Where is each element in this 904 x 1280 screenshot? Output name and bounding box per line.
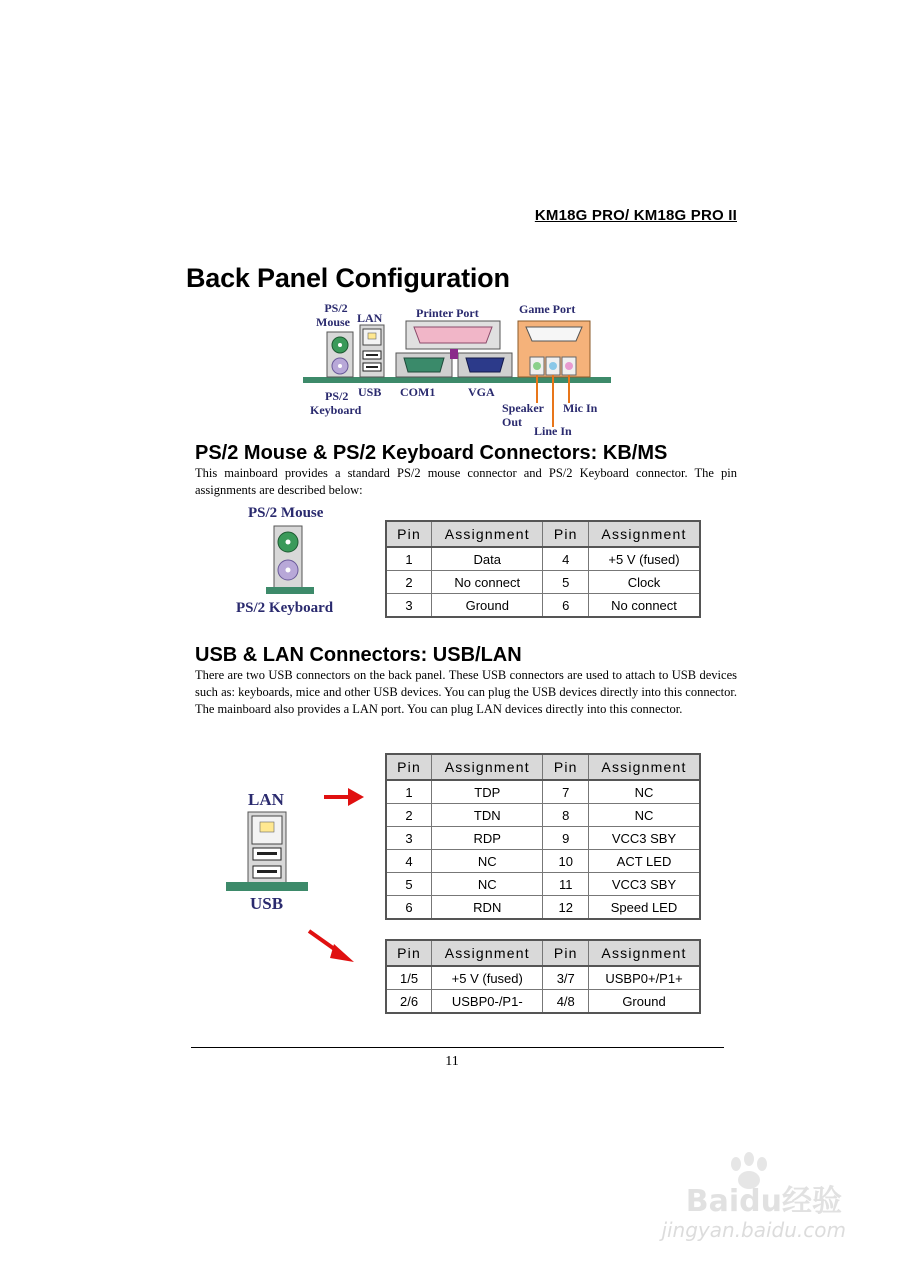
table-cell: NC: [432, 850, 543, 873]
table-cell: Clock: [589, 571, 700, 594]
table-cell: 10: [543, 850, 589, 873]
table-row: [386, 571, 700, 594]
table-header-cell: Pin: [543, 940, 589, 966]
table-cell: RDN: [432, 896, 543, 920]
table-header-cell: Assignment: [432, 940, 543, 966]
game-port-label: Game Port: [519, 302, 576, 316]
arrow-right-icon: [322, 784, 366, 810]
speaker-out-label: Speaker: [502, 401, 544, 415]
page-title: Back Panel Configuration: [186, 263, 510, 293]
usb-section-title: USB & LAN Connectors: USB/LAN: [195, 644, 522, 666]
mic-in-label: Mic In: [563, 401, 598, 415]
table-row: [386, 827, 700, 850]
table-header-cell: Assignment: [589, 754, 700, 780]
board-strip: [303, 377, 611, 383]
table-header-cell: Pin: [386, 940, 432, 966]
ps2-section-body: This mainboard provides a standard PS/2 mouse connector and PS/2 Keyboard connector. The pin assignments are described below:: [195, 466, 737, 497]
ps2-keyboard-label: PS/2: [325, 389, 349, 403]
page-number: 11: [445, 1054, 459, 1069]
arrow-down-right-icon: [306, 928, 358, 966]
table-cell: Ground: [432, 594, 543, 618]
com1-label: COM1: [400, 385, 436, 399]
table-cell: USBP0-/P1-: [432, 990, 543, 1014]
table-cell: ACT LED: [589, 850, 700, 873]
footer-rule: [191, 1047, 724, 1048]
table-cell: NC: [432, 873, 543, 896]
vga-label: VGA: [468, 385, 495, 399]
table-header-cell: Pin: [386, 521, 432, 547]
ps2-section-title: PS/2 Mouse & PS/2 Keyboard Connectors: KB/MS: [195, 442, 668, 464]
table-cell: Data: [432, 547, 543, 571]
table-cell: 1: [386, 547, 432, 571]
usb-figure-label: USB: [250, 894, 284, 913]
table-cell: 2/6: [386, 990, 432, 1014]
table-cell: +5 V (fused): [589, 547, 700, 571]
table-header-row: [386, 940, 700, 966]
table-cell: 3: [386, 827, 432, 850]
lan-figure-label: LAN: [248, 790, 284, 809]
ps2-mouse-label: Mouse: [316, 315, 350, 329]
baidu-watermark: [636, 1152, 846, 1252]
table-cell: 4: [386, 850, 432, 873]
table-header-cell: Pin: [386, 754, 432, 780]
table-row: [386, 850, 700, 873]
table-row: [386, 594, 700, 618]
table-cell: 2: [386, 571, 432, 594]
table-cell: No connect: [589, 594, 700, 618]
table-header-cell: Assignment: [432, 754, 543, 780]
table-row: [386, 896, 700, 920]
table-cell: 3: [386, 594, 432, 618]
table-cell: Speed LED: [589, 896, 700, 920]
printer-port-icon: [414, 327, 492, 343]
table-header-cell: Assignment: [432, 521, 543, 547]
table-cell: RDP: [432, 827, 543, 850]
table-cell: NC: [589, 804, 700, 827]
usb-pin-table: [385, 939, 701, 1014]
speaker-out-label: Out: [502, 415, 523, 429]
table-cell: 4/8: [543, 990, 589, 1014]
table-row: [386, 990, 700, 1014]
table-cell: 12: [543, 896, 589, 920]
table-cell: 4: [543, 547, 589, 571]
table-cell: 6: [386, 896, 432, 920]
table-cell: TDP: [432, 780, 543, 804]
usb-label: USB: [358, 385, 382, 399]
table-header-cell: Pin: [543, 521, 589, 547]
vga-port-icon: [466, 358, 504, 372]
ps2-keyboard-figure-label: PS/2 Keyboard: [236, 600, 334, 616]
ps2-keyboard-label: Keyboard: [310, 403, 362, 417]
table-cell: No connect: [432, 571, 543, 594]
table-cell: 1/5: [386, 966, 432, 990]
ps2-pin-table: [385, 520, 701, 618]
table-cell: 8: [543, 804, 589, 827]
table-header-row: [386, 754, 700, 780]
table-cell: TDN: [432, 804, 543, 827]
table-row: [386, 547, 700, 571]
table-cell: 6: [543, 594, 589, 618]
watermark-brand: Baidu经验: [685, 1184, 842, 1219]
table-cell: VCC3 SBY: [589, 873, 700, 896]
table-cell: +5 V (fused): [432, 966, 543, 990]
table-cell: 2: [386, 804, 432, 827]
table-row: [386, 780, 700, 804]
ps2-mouse-label: PS/2: [324, 301, 348, 315]
line-in-label: Line In: [534, 424, 572, 438]
lan-pin-table: [385, 753, 701, 920]
table-cell: 9: [543, 827, 589, 850]
table-cell: 7: [543, 780, 589, 804]
table-header-cell: Assignment: [589, 940, 700, 966]
usb-section-body: There are two USB connectors on the back panel. These USB connectors are used to attach to USB devices such as: keyboards, mice and other USB devices. You can plug the USB devices directly into this connector. The mainboard also provides a LAN port. You can plug LAN devices directly into this connector.: [195, 668, 737, 716]
com1-port-icon: [404, 358, 444, 372]
table-cell: Ground: [589, 990, 700, 1014]
table-cell: 11: [543, 873, 589, 896]
table-header-row: [386, 521, 700, 547]
table-row: [386, 873, 700, 896]
document-header: KM18G PRO/ KM18G PRO II: [534, 207, 737, 224]
game-port-icon: [526, 327, 582, 341]
ps2-mouse-figure-label: PS/2 Mouse: [248, 505, 324, 521]
table-cell: 1: [386, 780, 432, 804]
table-cell: 5: [543, 571, 589, 594]
table-header-cell: Assignment: [589, 521, 700, 547]
lan-label: LAN: [357, 311, 383, 325]
ps2-connector-figure: [262, 524, 318, 596]
table-header-cell: Pin: [543, 754, 589, 780]
table-row: [386, 966, 700, 990]
table-cell: VCC3 SBY: [589, 827, 700, 850]
table-cell: NC: [589, 780, 700, 804]
table-cell: 3/7: [543, 966, 589, 990]
lan-usb-connector-figure: [224, 810, 312, 894]
watermark-url: jingyan.baidu.com: [661, 1218, 846, 1242]
table-cell: 5: [386, 873, 432, 896]
table-row: [386, 804, 700, 827]
printer-port-label: Printer Port: [416, 306, 479, 320]
table-cell: USBP0+/P1+: [589, 966, 700, 990]
